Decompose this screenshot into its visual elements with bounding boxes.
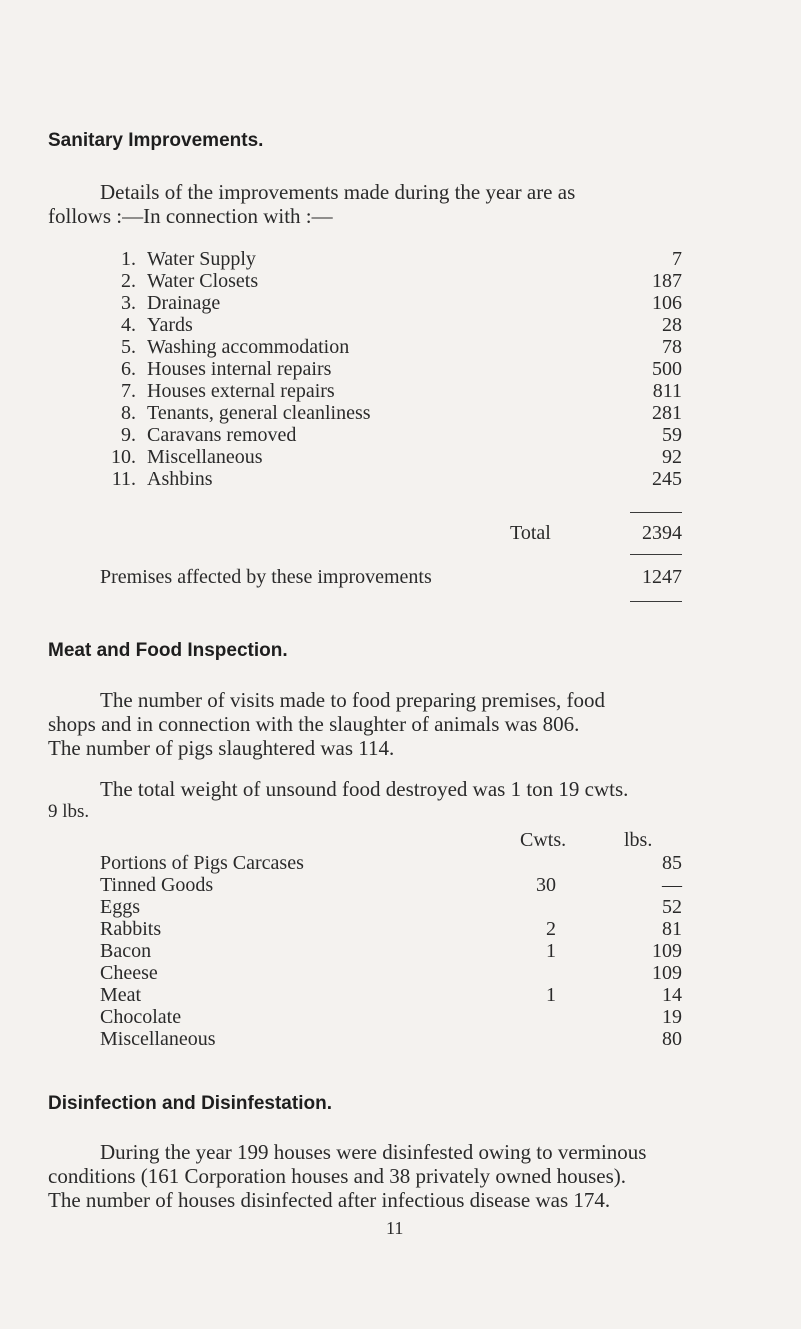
item-number: 5. (121, 336, 136, 358)
food-label: Bacon (100, 940, 152, 962)
food-lbs: 80 (662, 1028, 682, 1050)
food-lbs: 109 (652, 962, 682, 984)
item-label: Houses internal repairs (147, 358, 332, 380)
meat-para1-line3: The number of pigs slaughtered was 114. (48, 736, 395, 760)
item-number: 3. (121, 292, 136, 314)
food-lbs: 52 (662, 896, 682, 918)
item-value: 500 (652, 358, 682, 380)
disinfection-line1: During the year 199 houses were disinfested owing to verminous (100, 1140, 647, 1164)
list-item (0, 446, 801, 468)
meat-para2-line2: 9 lbs. (48, 801, 90, 822)
item-label: Ashbins (147, 468, 213, 490)
item-label: Caravans removed (147, 424, 297, 446)
item-number: 7. (121, 380, 136, 402)
food-cwts: 2 (546, 918, 556, 940)
item-number: 11. (111, 468, 136, 490)
item-label: Water Supply (147, 248, 256, 270)
item-number: 4. (121, 314, 136, 336)
food-label: Eggs (100, 896, 140, 918)
food-label: Portions of Pigs Carcases (100, 852, 304, 874)
col-header-cwts: Cwts. (520, 829, 567, 851)
meat-heading: Meat and Food Inspection. (48, 640, 288, 661)
item-number: 2. (121, 270, 136, 292)
item-label: Washing accommodation (147, 336, 350, 358)
item-value: 7 (672, 248, 682, 270)
premises-underline (630, 601, 682, 602)
list-item (0, 402, 801, 424)
list-item (0, 424, 801, 446)
list-item (0, 270, 801, 292)
food-lbs: 19 (662, 1006, 682, 1028)
item-value: 811 (652, 380, 682, 402)
table-row (0, 940, 801, 962)
food-label: Meat (100, 984, 142, 1006)
table-row (0, 1028, 801, 1050)
item-label: Miscellaneous (147, 446, 263, 468)
food-lbs: 81 (662, 918, 682, 940)
premises-label: Premises affected by these improvements (100, 566, 432, 588)
item-label: Yards (147, 314, 193, 336)
list-item (0, 468, 801, 490)
item-value: 187 (652, 270, 682, 292)
item-value: 78 (662, 336, 682, 358)
list-item (0, 292, 801, 314)
food-lbs: — (662, 874, 682, 896)
item-number: 8. (121, 402, 136, 424)
food-cwts: 30 (536, 874, 556, 896)
meat-para1-line1: The number of visits made to food preparing premises, food (100, 688, 606, 712)
disinfection-line3: The number of houses disinfected after infectious disease was 174. (48, 1188, 611, 1212)
item-label: Tenants, general cleanliness (147, 402, 371, 424)
col-header-lbs: lbs. (624, 829, 653, 851)
food-label: Cheese (100, 962, 158, 984)
food-label: Rabbits (100, 918, 162, 940)
list-item (0, 380, 801, 402)
list-item (0, 314, 801, 336)
list-item (0, 248, 801, 270)
total-value: 2394 (642, 522, 682, 544)
food-cwts: 1 (546, 984, 556, 1006)
sanitary-intro-line2: follows :—In connection with :— (48, 204, 333, 228)
meat-para2-line1: The total weight of unsound food destroyed was 1 ton 19 cwts. (100, 777, 629, 801)
table-row (0, 918, 801, 940)
page-number: 11 (386, 1218, 404, 1238)
total-underline (630, 554, 682, 555)
item-value: 281 (652, 402, 682, 424)
food-lbs: 109 (652, 940, 682, 962)
item-value: 59 (662, 424, 682, 446)
sanitary-intro-line1: Details of the improvements made during the year are as (100, 180, 576, 204)
item-label: Houses external repairs (147, 380, 335, 402)
item-label: Drainage (147, 292, 221, 314)
item-number: 10. (111, 446, 136, 468)
item-value: 92 (662, 446, 682, 468)
food-lbs: 85 (662, 852, 682, 874)
item-number: 6. (121, 358, 136, 380)
table-row (0, 896, 801, 918)
item-value: 28 (662, 314, 682, 336)
list-item (0, 336, 801, 358)
table-row (0, 852, 801, 874)
item-value: 106 (652, 292, 682, 314)
item-number: 9. (121, 424, 136, 446)
total-label: Total (510, 522, 551, 544)
total-rule (630, 512, 682, 513)
food-lbs: 14 (662, 984, 682, 1006)
meat-para1-line2: shops and in connection with the slaughter of animals was 806. (48, 712, 580, 736)
list-item (0, 358, 801, 380)
sanitary-heading: Sanitary Improvements. (48, 130, 264, 151)
item-value: 245 (652, 468, 682, 490)
table-row (0, 874, 801, 896)
disinfection-line2: conditions (161 Corporation houses and 38 privately owned houses). (48, 1164, 626, 1188)
food-label: Miscellaneous (100, 1028, 216, 1050)
table-row (0, 984, 801, 1006)
premises-value: 1247 (642, 566, 682, 588)
disinfection-heading: Disinfection and Disinfestation. (48, 1093, 332, 1114)
item-label: Water Closets (147, 270, 259, 292)
food-label: Chocolate (100, 1006, 182, 1028)
item-number: 1. (121, 248, 136, 270)
food-cwts: 1 (546, 940, 556, 962)
table-row (0, 1006, 801, 1028)
food-label: Tinned Goods (100, 874, 214, 896)
table-row (0, 962, 801, 984)
